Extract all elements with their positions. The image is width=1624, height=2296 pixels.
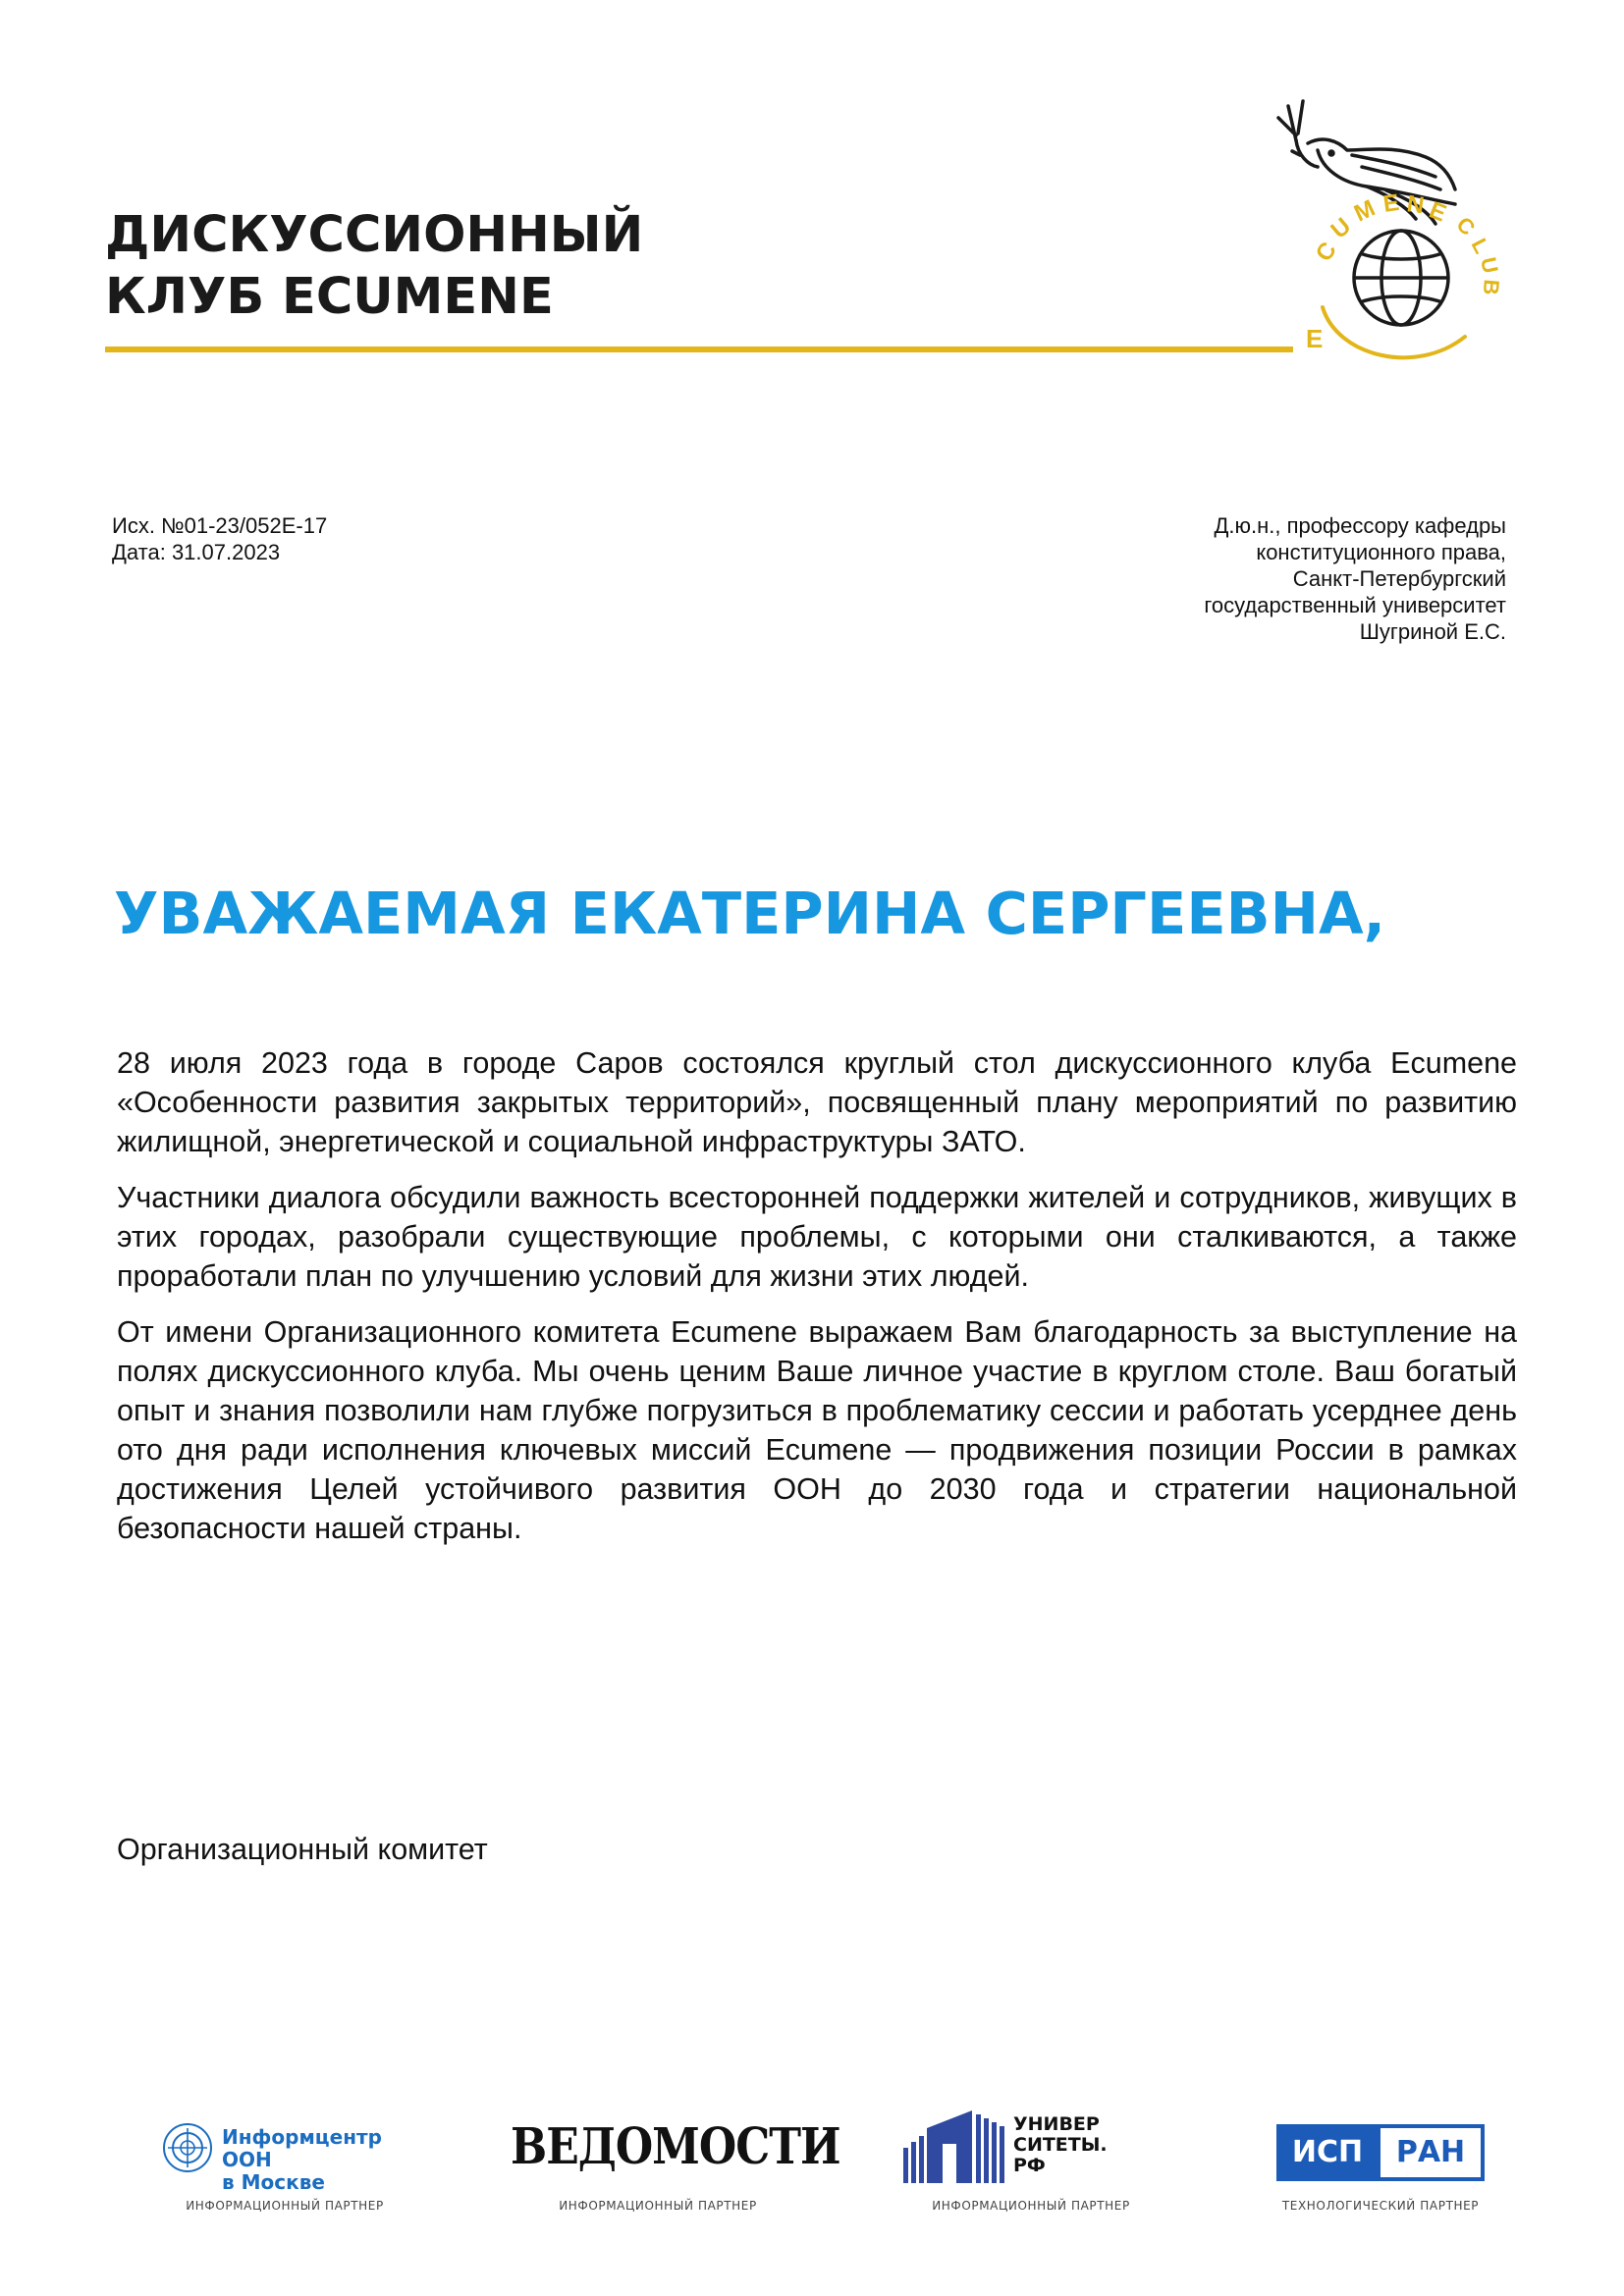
svg-text:U: U bbox=[1476, 254, 1503, 276]
salutation-heading: УВАЖАЕМАЯ ЕКАТЕРИНА СЕРГЕЕВНА, bbox=[114, 880, 1386, 947]
recipient-block bbox=[1204, 512, 1506, 645]
partner-name: УНИВЕР bbox=[1013, 2113, 1100, 2135]
recipient-line: Д.ю.н., профессору кафедры bbox=[1214, 513, 1506, 538]
recipient-line: Санкт-Петербургский bbox=[1292, 566, 1506, 591]
universities-logo-icon bbox=[903, 2109, 1021, 2187]
partner-name: ИСП bbox=[1291, 2135, 1364, 2169]
un-emblem-icon bbox=[162, 2122, 213, 2173]
recipient-line: государственный университет bbox=[1204, 593, 1506, 617]
svg-text:U: U bbox=[1326, 212, 1357, 244]
club-title-line2: КЛУБ ECUMENE bbox=[105, 268, 554, 326]
reference-number: Исх. №01-23/052Е-17 bbox=[112, 513, 328, 538]
club-title-line1: ДИСКУССИОННЫЙ bbox=[105, 206, 644, 264]
svg-text:C: C bbox=[1451, 211, 1481, 240]
partner-vedomosti bbox=[511, 2101, 840, 2228]
partner-role: ИНФОРМАЦИОННЫЙ ПАРТНЕР bbox=[932, 2199, 1130, 2213]
svg-text:E: E bbox=[1381, 188, 1401, 218]
body-paragraph: 28 июля 2023 года в городе Саров состоялся круглый стол дискуссионного клуба Ecumene «Особенности развития закрытых территорий», посвященный плану мероприятий по развитию жилищной, энергетической и социальной инфраструктуры ЗАТО. bbox=[117, 1046, 1517, 1158]
partner-universities-rf bbox=[884, 2101, 1178, 2228]
body-paragraph: Участники диалога обсудили важность всесторонней поддержки жителей и сотрудников, живущих в этих городах, разобрали существующие проблемы, с которыми они сталкиваются, а также проработали план по улучшению условий для жизни этих людей. bbox=[117, 1181, 1517, 1293]
isp-ran-logo bbox=[1218, 2101, 1512, 2194]
partner-role: ИНФОРМАЦИОННЫЙ ПАРТНЕР bbox=[186, 2199, 384, 2213]
partner-isp-ran bbox=[1218, 2101, 1512, 2228]
signature: Организационный комитет bbox=[117, 1833, 488, 1866]
svg-text:N: N bbox=[1405, 190, 1427, 220]
partner-name: в Москве bbox=[222, 2170, 325, 2194]
header-divider bbox=[105, 347, 1293, 352]
partner-name: РАН bbox=[1395, 2135, 1466, 2169]
club-title bbox=[105, 204, 643, 328]
outgoing-reference bbox=[112, 512, 327, 565]
svg-text:C: C bbox=[1310, 237, 1342, 267]
vedomosti-wordmark: ВЕДОМОСТИ bbox=[511, 2118, 840, 2176]
body-paragraph: От имени Организационного комитета Ecumene выражаем Вам благодарность за выступление на полях дискуссионного клуба. Мы очень ценим Ваше личное участие в круглом столе. Ваш богатый опыт и знания позволили нам глубже погрузиться в проблематику сессии и работать усерднее день ото дня ради исполнения ключевых миссий Ecumene — продвижения позиции России в рамках достижения Целей устойчивого развития ООН до 2030 года и стратегии национальной безопасности нашей страны. bbox=[117, 1315, 1517, 1545]
dove-globe-logo bbox=[1269, 96, 1524, 381]
svg-text:B: B bbox=[1478, 278, 1504, 296]
svg-text:L: L bbox=[1466, 234, 1494, 258]
partner-role: ТЕХНОЛОГИЧЕСКИЙ ПАРТНЕР bbox=[1281, 2199, 1480, 2213]
recipient-name: Шугриной Е.С. bbox=[1359, 619, 1506, 644]
letter-date: Дата: 31.07.2023 bbox=[112, 540, 281, 564]
letter-body bbox=[117, 1043, 1517, 1565]
recipient-line: конституционного права, bbox=[1256, 540, 1506, 564]
svg-text:M: M bbox=[1350, 194, 1380, 228]
partner-name: СИТЕТЫ. bbox=[1013, 2134, 1108, 2156]
partner-name: РФ bbox=[1013, 2155, 1046, 2176]
svg-text:E: E bbox=[1425, 196, 1450, 228]
partner-name: Информцентр ООН bbox=[222, 2125, 382, 2171]
partner-un-info-centre bbox=[137, 2101, 432, 2228]
partners-footer bbox=[137, 2101, 1512, 2228]
partner-role: ИНФОРМАЦИОННЫЙ ПАРТНЕР bbox=[559, 2199, 757, 2213]
svg-text:E: E bbox=[1306, 324, 1324, 353]
